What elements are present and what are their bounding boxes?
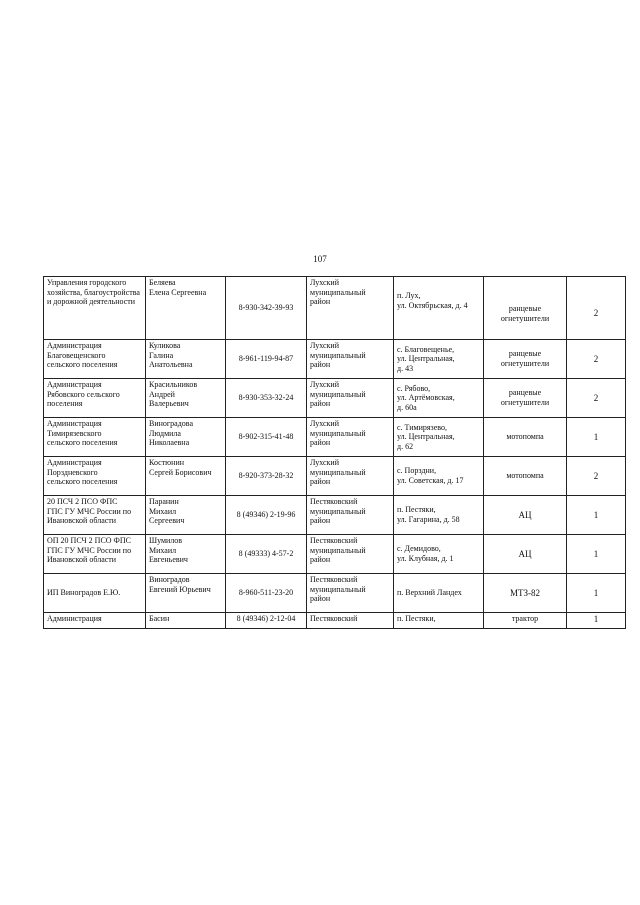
table-row bbox=[44, 457, 626, 496]
equipment-cell: ранцевые огнетушители bbox=[484, 379, 567, 418]
table-row bbox=[44, 340, 626, 379]
quantity-cell: 1 bbox=[567, 496, 626, 535]
address-cell: п. Пестяки, ул. Гагарина, д. 58 bbox=[394, 496, 484, 535]
quantity-cell: 1 bbox=[567, 418, 626, 457]
equipment-cell: мотопомпа bbox=[484, 457, 567, 496]
table-row bbox=[44, 418, 626, 457]
table-row bbox=[44, 379, 626, 418]
phone-cell: 8 (49346) 2-19-96 bbox=[226, 496, 307, 535]
organization-cell: Администрация Благовещенского сельского поселения bbox=[44, 340, 146, 379]
phone-cell: 8-920-373-28-32 bbox=[226, 457, 307, 496]
contact-cell: Куликова Галина Анатольевна bbox=[146, 340, 226, 379]
contact-cell: Шумилов Михаил Евгеньевич bbox=[146, 535, 226, 574]
organization-cell: Администрация Порздневского сельского поселения bbox=[44, 457, 146, 496]
district-cell: Пестяковский муниципальный район bbox=[307, 535, 394, 574]
phone-cell: 8-960-511-23-20 bbox=[226, 574, 307, 613]
equipment-cell: МТЗ-82 bbox=[484, 574, 567, 613]
address-cell: с. Демидово, ул. Клубная, д. 1 bbox=[394, 535, 484, 574]
address-cell: с. Порздни, ул. Советская, д. 17 bbox=[394, 457, 484, 496]
equipment-cell: ранцевые огнетушители bbox=[484, 277, 567, 340]
quantity-cell: 2 bbox=[567, 379, 626, 418]
district-cell: Пестяковский bbox=[307, 613, 394, 629]
contact-cell: Беляева Елена Сергеевна bbox=[146, 277, 226, 340]
equipment-cell: ранцевые огнетушители bbox=[484, 340, 567, 379]
organization-cell: ИП Виноградов Е.Ю. bbox=[44, 574, 146, 613]
contact-cell: Басин bbox=[146, 613, 226, 629]
phone-cell: 8-902-315-41-48 bbox=[226, 418, 307, 457]
table-row bbox=[44, 574, 626, 613]
contact-cell: Красильников Андрей Валерьевич bbox=[146, 379, 226, 418]
quantity-cell: 2 bbox=[567, 277, 626, 340]
district-cell: Лухский муниципальный район bbox=[307, 418, 394, 457]
equipment-cell: трактор bbox=[484, 613, 567, 629]
phone-cell: 8 (49346) 2-12-04 bbox=[226, 613, 307, 629]
quantity-cell: 2 bbox=[567, 340, 626, 379]
quantity-cell: 1 bbox=[567, 613, 626, 629]
phone-cell: 8 (49333) 4-57-2 bbox=[226, 535, 307, 574]
district-cell: Лухский муниципальный район bbox=[307, 277, 394, 340]
table-row bbox=[44, 613, 626, 629]
address-cell: п. Лух, ул. Октябрьская, д. 4 bbox=[394, 277, 484, 340]
resource-table bbox=[43, 276, 626, 629]
contact-cell: Виноградова Людмила Николаевна bbox=[146, 418, 226, 457]
organization-cell: 20 ПСЧ 2 ПСО ФПС ГПС ГУ МЧС России по Ивановской области bbox=[44, 496, 146, 535]
address-cell: п. Верхний Ландех bbox=[394, 574, 484, 613]
phone-cell: 8-930-342-39-93 bbox=[226, 277, 307, 340]
contact-cell: Паранин Михаил Сергеевич bbox=[146, 496, 226, 535]
equipment-cell: мотопомпа bbox=[484, 418, 567, 457]
table-row bbox=[44, 496, 626, 535]
organization-cell: Управления городского хозяйства, благоустройства и дорожной деятельности bbox=[44, 277, 146, 340]
organization-cell: Администрация Тимирязевского сельского поселения bbox=[44, 418, 146, 457]
organization-cell: ОП 20 ПСЧ 2 ПСО ФПС ГПС ГУ МЧС России по Ивановской области bbox=[44, 535, 146, 574]
address-cell: п. Пестяки, bbox=[394, 613, 484, 629]
district-cell: Пестяковский муниципальный район bbox=[307, 574, 394, 613]
phone-cell: 8-930-353-32-24 bbox=[226, 379, 307, 418]
organization-cell: Администрация Рябовского сельского поселения bbox=[44, 379, 146, 418]
equipment-cell: АЦ bbox=[484, 496, 567, 535]
district-cell: Лухский муниципальный район bbox=[307, 340, 394, 379]
contact-cell: Виноградов Евгений Юрьевич bbox=[146, 574, 226, 613]
district-cell: Лухский муниципальный район bbox=[307, 379, 394, 418]
table-row bbox=[44, 535, 626, 574]
quantity-cell: 1 bbox=[567, 574, 626, 613]
address-cell: с. Тимирязево, ул. Центральная, д. 62 bbox=[394, 418, 484, 457]
quantity-cell: 2 bbox=[567, 457, 626, 496]
organization-cell: Администрация bbox=[44, 613, 146, 629]
address-cell: с. Благовещенье, ул. Центральная, д. 43 bbox=[394, 340, 484, 379]
phone-cell: 8-961-119-94-87 bbox=[226, 340, 307, 379]
equipment-cell: АЦ bbox=[484, 535, 567, 574]
district-cell: Пестяковский муниципальный район bbox=[307, 496, 394, 535]
address-cell: с. Рябово, ул. Артёмовская, д. 60а bbox=[394, 379, 484, 418]
quantity-cell: 1 bbox=[567, 535, 626, 574]
contact-cell: Костюнин Сергей Борисович bbox=[146, 457, 226, 496]
table-row bbox=[44, 277, 626, 340]
page-number: 107 bbox=[313, 254, 327, 264]
district-cell: Лухский муниципальный район bbox=[307, 457, 394, 496]
